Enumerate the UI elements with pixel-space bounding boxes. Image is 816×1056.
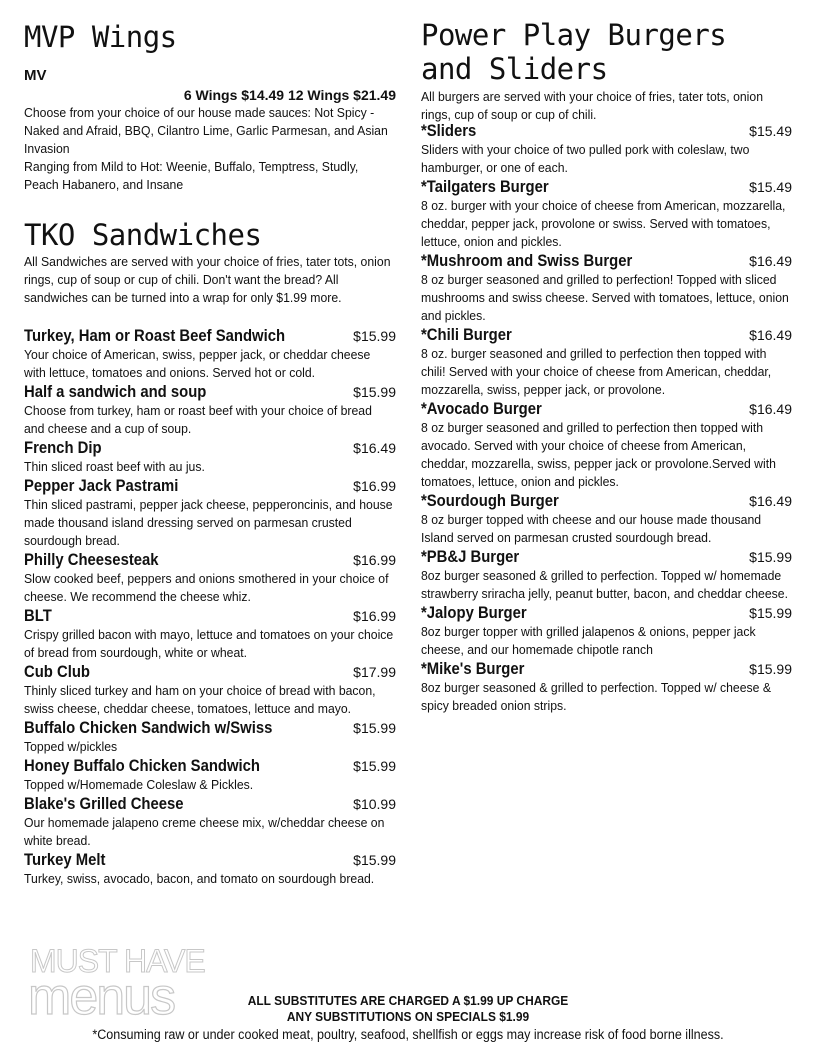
item-name: *Mushroom and Swiss Burger [421,252,633,270]
sandwich-list [24,326,396,888]
item-name: *Sourdough Burger [421,492,559,510]
svg-text:MUST HAVE: MUST HAVE [30,943,205,979]
sandwiches-intro: All Sandwiches are served with your choice of fries, tater tots, onion rings, cup of soup or cup of chili. Don't want the bread? All sandwiches can be turned into a wrap for only $1.99 more. [24,254,391,305]
item-description: Thinly sliced turkey and ham on your choice of bread with bacon, swiss cheese, cheddar cheese, tomatoes, lettuce and mayo. [24,683,376,716]
item-description: Thin sliced roast beef with au jus. [24,459,205,474]
item-price: $15.49 [749,123,792,139]
item-description: Turkey, swiss, avocado, bacon, and tomato on sourdough bread. [24,871,375,886]
wings-sauce-description: Choose from your choice of our house made sauces: Not Spicy - Naked and Afraid, BBQ, Cilantro Lime, Garlic Parmesan, and Asian Invasion [24,105,388,156]
item-price: $16.99 [353,478,396,494]
item-name: Turkey Melt [24,851,106,869]
menu-item [421,251,792,325]
item-name: *Tailgaters Burger [421,178,549,196]
item-name: Blake's Grilled Cheese [24,795,184,813]
item-price: $15.99 [353,720,396,736]
item-description: Our homemade jalapeno creme cheese mix, w/cheddar cheese on white bread. [24,815,385,848]
food-safety-disclaimer: *Consuming raw or under cooked meat, poultry, seafood, shellfish or eggs may increase risk of food borne illness. [92,1027,724,1042]
item-description: Your choice of American, swiss, pepper jack, or cheddar cheese with lettuce, tomatoes and onions. Served hot or cold. [24,347,371,380]
item-description: Topped w/pickles [24,739,118,754]
item-description: Topped w/Homemade Coleslaw & Pickles. [24,777,254,792]
item-name: *Mike's Burger [421,660,525,678]
item-name: *PB&J Burger [421,548,520,566]
item-description: Slow cooked beef, peppers and onions smothered in your choice of cheese. We recommend the cheese whiz. [24,571,389,604]
burgers-intro: All burgers are served with your choice of fries, tater tots, onion rings, cup of soup or cup of chili. [421,89,764,122]
wings-title: MVP Wings [24,20,177,54]
item-name: Buffalo Chicken Sandwich w/Swiss [24,719,273,737]
item-price: $16.49 [353,440,396,456]
menu-item [24,326,396,382]
menu-item [24,718,396,756]
menu-item [421,177,792,251]
item-description: 8oz burger seasoned & grilled to perfection. Topped w/ cheese & spicy breaded onion strips. [421,680,772,713]
menu-item [24,550,396,606]
item-price: $15.99 [353,328,396,344]
item-description: Sliders with your choice of two pulled pork with coleslaw, two hamburger, or one of each. [421,142,750,175]
menu-item [421,121,792,177]
menu-item [24,794,396,850]
burgers-title-line2: and Sliders [421,52,608,86]
item-description: Thin sliced pastrami, pepper jack cheese, pepperoncinis, and house made thousand island dressing served on parmesan crusted sourdough bread. [24,497,393,548]
item-name: *Chili Burger [421,326,512,344]
menu-item [24,850,396,888]
item-price: $15.99 [353,758,396,774]
item-description: Choose from turkey, ham or roast beef with your choice of bread and cheese and a cup of soup. [24,403,372,436]
item-name: Honey Buffalo Chicken Sandwich [24,757,260,775]
item-name: *Avocado Burger [421,400,542,418]
item-name: Cub Club [24,663,90,681]
item-name: Turkey, Ham or Roast Beef Sandwich [24,327,286,345]
item-price: $16.49 [749,493,792,509]
item-description: 8oz burger seasoned & grilled to perfection. Topped w/ homemade strawberry sriracha jelly, peanut butter, bacon, and cheddar cheese. [421,568,788,601]
item-price: $16.49 [749,401,792,417]
item-name: French Dip [24,439,102,457]
item-name: Half a sandwich and soup [24,383,207,401]
burger-list [421,121,792,715]
item-name: BLT [24,607,52,625]
sandwiches-title: TKO Sandwiches [24,218,262,252]
svg-text:menus: menus [28,968,175,1018]
menu-item [421,325,792,399]
item-price: $15.99 [353,384,396,400]
item-price: $17.99 [353,664,396,680]
item-name: Philly Cheesesteak [24,551,159,569]
item-description: 8 oz burger seasoned and grilled to perfection then topped with avocado. Served with your choice of cheese from American, cheddar, mozzarella, swiss, pepper jack or provolone.Served with tomatoes, lettuce, onion and pickles. [421,420,776,489]
item-description: 8 oz. burger with your choice of cheese from American, mozzarella, cheddar, pepper jack, provolone or swiss. Served with tomatoes, lettuce, onion and pickles. [421,198,786,249]
item-price: $16.99 [353,608,396,624]
item-description: Crispy grilled bacon with mayo, lettuce and tomatoes on your choice of bread from sourdough, white or wheat. [24,627,394,660]
item-price: $16.49 [749,253,792,269]
item-price: $15.99 [749,661,792,677]
item-description: 8oz burger topper with grilled jalapenos & onions, pepper jack cheese, and our homemade chipotle ranch [421,624,756,657]
menu-item [24,476,396,550]
item-description: 8 oz. burger seasoned and grilled to perfection then topped with chili! Served with your choice of cheese from American, cheddar, mozzarella, swiss, pepper jack, or provolone. [421,346,772,397]
substitution-charge-notice: ALL SUBSTITUTES ARE CHARGED A $1.99 UP CHARGE [247,993,569,1008]
menu-item [421,547,792,603]
menu-item [24,382,396,438]
item-price: $16.49 [749,327,792,343]
item-description: 8 oz burger topped with cheese and our house made thousand Island served on parmesan crusted sourdough bread. [421,512,762,545]
item-price: $10.99 [353,796,396,812]
item-description: 8 oz burger seasoned and grilled to perfection! Topped with sliced mushrooms and swiss cheese. Served with tomatoes, lettuce, onion and pickles. [421,272,789,323]
menu-item [24,662,396,718]
menu-item [24,606,396,662]
burgers-title-line1: Power Play Burgers [421,18,727,52]
item-price: $16.99 [353,552,396,568]
wings-description-block [24,104,394,194]
menu-item [421,399,792,491]
item-name: *Sliders [421,122,477,140]
item-price: $15.49 [749,179,792,195]
item-price: $15.99 [353,852,396,868]
menu-item [24,756,396,794]
menu-item [24,438,396,476]
menu-item [421,603,792,659]
footer-notice [0,993,816,1025]
item-price: $15.99 [749,549,792,565]
wings-label: MV [24,67,47,84]
wings-prices: 6 Wings $14.49 12 Wings $21.49 [183,87,396,103]
item-name: *Jalopy Burger [421,604,527,622]
specials-substitution-notice: ANY SUBSTITUTIONS ON SPECIALS $1.99 [286,1009,530,1024]
menu-item [421,491,792,547]
wings-heat-description: Ranging from Mild to Hot: Weenie, Buffalo, Temptress, Studly, Peach Habanero, and Insane [24,159,359,192]
menu-item [421,659,792,715]
item-price: $15.99 [749,605,792,621]
item-name: Pepper Jack Pastrami [24,477,179,495]
